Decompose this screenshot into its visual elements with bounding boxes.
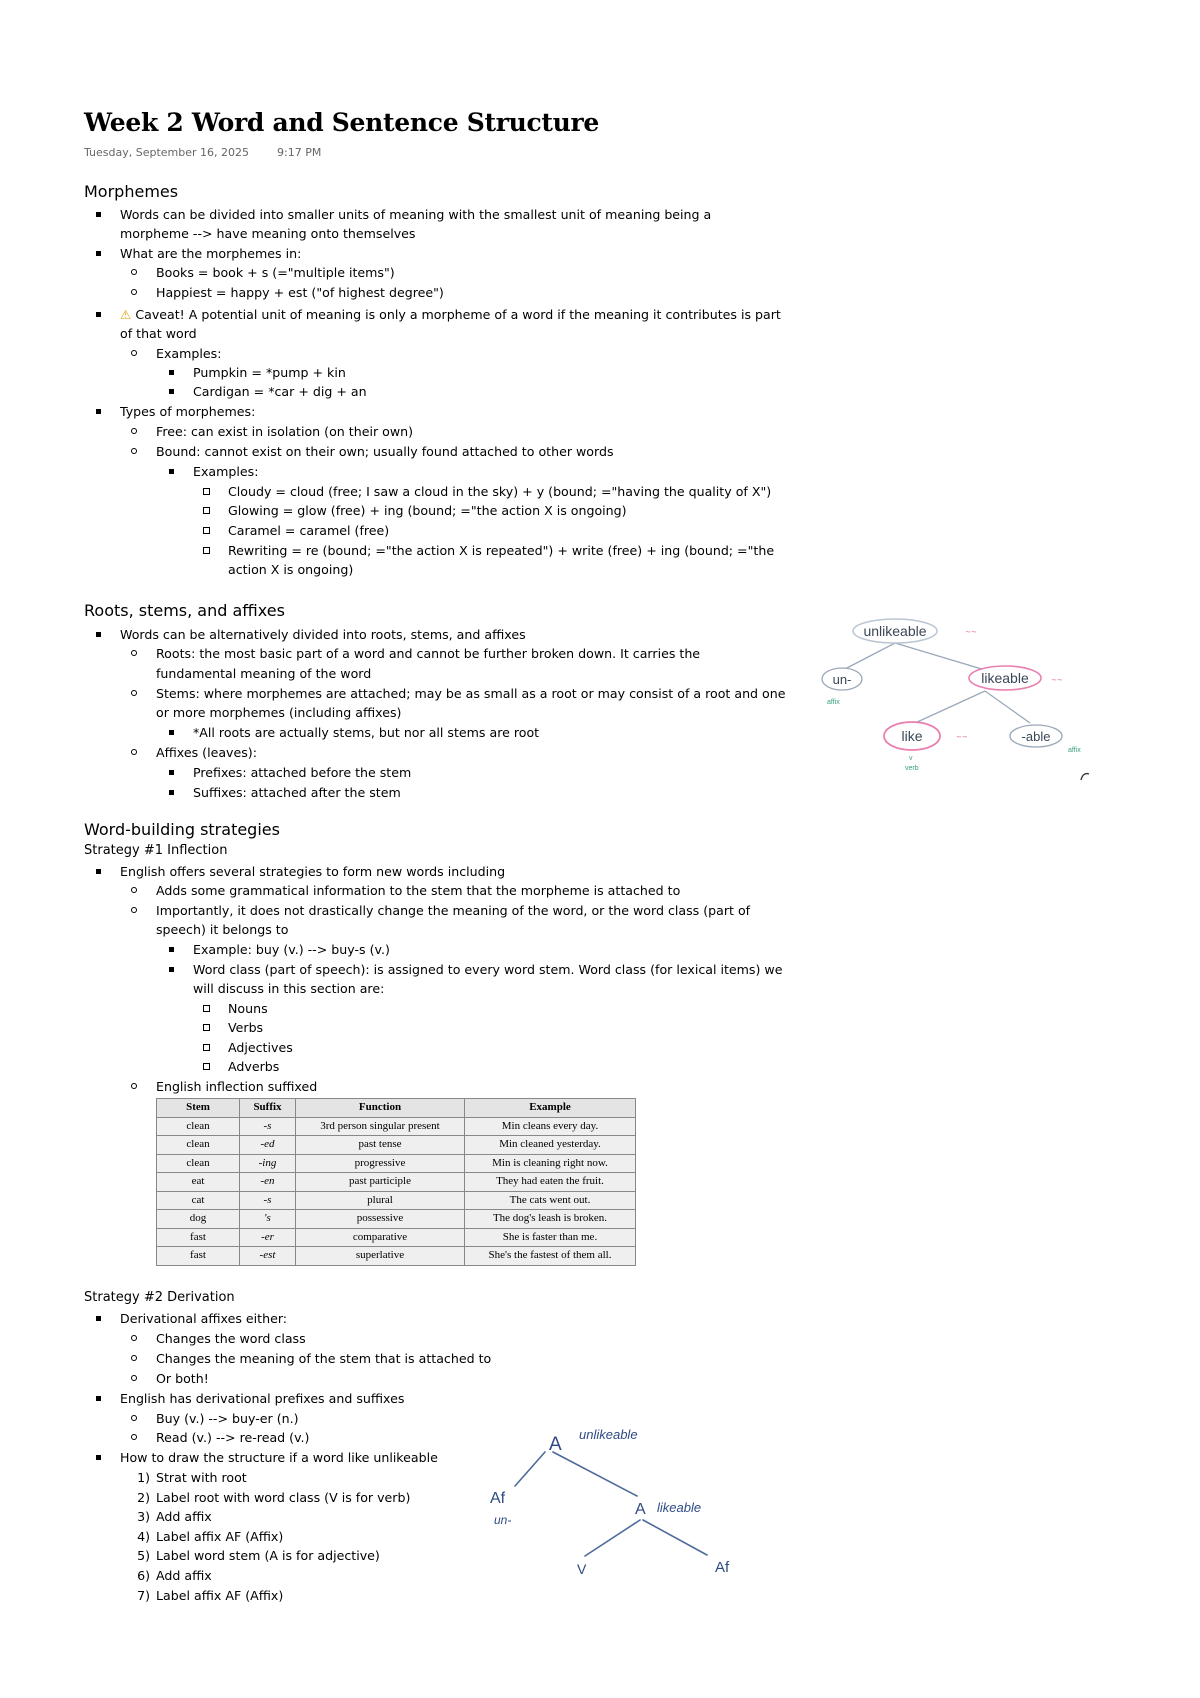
column-header: Function xyxy=(296,1099,465,1118)
numbered-step xyxy=(137,1546,380,1565)
caveat-text: Caveat! A potential unit of meaning is only a morpheme of a word if the meaning it contributes is part xyxy=(135,307,781,322)
table-row xyxy=(157,1191,636,1210)
tree-node-stem: likeable xyxy=(981,670,1029,686)
table-cell: Min is cleaning right now. xyxy=(465,1154,636,1173)
list-item: Cardigan = *car + dig + an xyxy=(193,384,367,399)
section-heading-roots: Roots, stems, and affixes xyxy=(84,601,285,620)
table-cell: 3rd person singular present xyxy=(296,1117,465,1136)
table-cell: dog xyxy=(157,1210,240,1229)
list-item-continued: morpheme --> have meaning onto themselves xyxy=(120,226,416,241)
strategy-1-heading: Strategy #1 Inflection xyxy=(84,843,228,858)
table-cell: past tense xyxy=(296,1136,465,1155)
svg-text:∼∼: ∼∼ xyxy=(1051,677,1063,684)
list-item: Adds some grammatical information to the stem that the morpheme is attached to xyxy=(156,883,681,898)
step-text: Label affix AF (Affix) xyxy=(156,1528,284,1544)
table-cell: possessive xyxy=(296,1210,465,1229)
tree-node-top: unlikeable xyxy=(863,623,927,639)
list-item-continued: fundamental meaning of the word xyxy=(156,666,372,681)
step-number: 7) xyxy=(137,1587,150,1603)
list-item: Or both! xyxy=(156,1371,209,1386)
strategy-2-heading: Strategy #2 Derivation xyxy=(84,1290,235,1305)
list-item: Derivational affixes either: xyxy=(120,1311,288,1326)
list-item: Free: can exist in isolation (on their own) xyxy=(156,424,414,439)
svg-text:∼∼: ∼∼ xyxy=(956,734,968,741)
svg-text:verb: verb xyxy=(905,765,919,772)
list-item: Types of morphemes: xyxy=(120,404,256,419)
list-item: Suffixes: attached after the stem xyxy=(193,785,401,800)
numbered-step xyxy=(137,1527,284,1546)
list-item: Cloudy = cloud (free; I saw a cloud in the sky) + y (bound; ="having the quality of X") xyxy=(228,484,772,499)
list-item: Rewriting = re (bound; ="the action X is repeated") + write (free) + ing (bound; ="the xyxy=(228,543,775,558)
step-text: Add affix xyxy=(156,1568,212,1583)
list-item-continued: or more morphemes (including affixes) xyxy=(156,705,402,720)
svg-text:affix: affix xyxy=(827,699,840,706)
list-item: Affixes (leaves): xyxy=(156,745,257,760)
svg-text:affix: affix xyxy=(1068,747,1081,754)
list-item: Words can be alternatively divided into roots, stems, and affixes xyxy=(120,627,526,642)
list-item: Prefixes: attached before the stem xyxy=(193,765,412,780)
table-cell: The cats went out. xyxy=(465,1191,636,1210)
handwritten-tree-diagram xyxy=(485,1420,765,1590)
list-item: Stems: where morphemes are attached; may be as small as a root or may consist of a root and one xyxy=(156,686,786,701)
column-header: Stem xyxy=(157,1099,240,1118)
table-cell: They had eaten the fruit. xyxy=(465,1173,636,1192)
warning-icon: ⚠ xyxy=(120,307,132,322)
list-item: Read (v.) --> re-read (v.) xyxy=(156,1430,310,1445)
step-number: 6) xyxy=(137,1568,150,1583)
table-cell: cat xyxy=(157,1191,240,1210)
table-row xyxy=(157,1173,636,1192)
section-heading-morphemes: Morphemes xyxy=(84,182,179,201)
morpheme-tree-diagram xyxy=(815,610,1095,785)
numbered-step xyxy=(137,1468,247,1487)
step-text: Add affix xyxy=(156,1509,212,1525)
table-cell: 's xyxy=(240,1210,296,1229)
table-cell: clean xyxy=(157,1154,240,1173)
list-item: Caramel = caramel (free) xyxy=(228,523,390,538)
step-text: Strat with root xyxy=(156,1470,247,1485)
numbered-step xyxy=(137,1566,212,1585)
table-cell: superlative xyxy=(296,1247,465,1266)
list-item: Happiest = happy + est ("of highest degree") xyxy=(156,285,444,300)
list-item: What are the morphemes in: xyxy=(120,246,302,261)
table-cell: eat xyxy=(157,1173,240,1192)
hand-tree-top-label: A xyxy=(549,1434,562,1455)
step-number: 1) xyxy=(137,1470,150,1485)
list-item: Books = book + s (="multiple items") xyxy=(156,265,395,280)
numbered-step xyxy=(137,1488,411,1507)
list-item: Roots: the most basic part of a word and cannot be further broken down. It carries the xyxy=(156,646,701,661)
table-cell: past participle xyxy=(296,1173,465,1192)
hand-tree-mid-label: A xyxy=(635,1501,646,1518)
list-item: Words can be divided into smaller units of meaning with the smallest unit of meaning being a xyxy=(120,207,712,222)
table-row xyxy=(157,1136,636,1155)
table-cell: -ed xyxy=(240,1136,296,1155)
table-row xyxy=(157,1210,636,1229)
hand-tree-left-word: un- xyxy=(494,1513,512,1527)
table-cell: plural xyxy=(296,1191,465,1210)
list-item: Pumpkin = *pump + kin xyxy=(193,365,346,380)
list-item: Importantly, it does not drastically change the meaning of the word, or the word class (part of xyxy=(156,903,751,918)
step-text: Label affix AF (Affix) xyxy=(156,1587,284,1603)
table-row xyxy=(157,1154,636,1173)
table-cell: -ing xyxy=(240,1154,296,1173)
list-item: Glowing = glow (free) + ing (bound; ="the action X is ongoing) xyxy=(228,503,627,518)
hand-tree-mid-word: likeable xyxy=(657,1500,702,1515)
hand-tree-leaf2-label: Af xyxy=(715,1559,730,1576)
table-cell: clean xyxy=(157,1136,240,1155)
column-header: Suffix xyxy=(240,1099,296,1118)
step-number: 2) xyxy=(137,1489,150,1505)
page-time: 9:17 PM xyxy=(277,146,322,159)
table-cell: comparative xyxy=(296,1228,465,1247)
list-item: Examples: xyxy=(156,346,222,361)
table-cell: -en xyxy=(240,1173,296,1192)
table-cell: Min cleans every day. xyxy=(465,1117,636,1136)
list-item: English offers several strategies to form new words including xyxy=(120,864,506,879)
step-number: 5) xyxy=(137,1548,150,1564)
numbered-step xyxy=(137,1507,212,1526)
list-item: English has derivational prefixes and suffixes xyxy=(120,1391,405,1406)
list-item: How to draw the structure if a word like unlikeable xyxy=(120,1450,438,1465)
list-item: English inflection suffixed xyxy=(156,1079,318,1094)
list-item-continued: of that word xyxy=(120,326,197,341)
table-header-row xyxy=(157,1099,636,1118)
step-text: Label root with word class (V is for verb) xyxy=(156,1489,411,1505)
tree-node-root: like xyxy=(901,728,923,744)
hand-tree-leaf1-label: V xyxy=(577,1561,587,1577)
step-number: 3) xyxy=(137,1509,150,1525)
table-cell: progressive xyxy=(296,1154,465,1173)
column-header: Example xyxy=(465,1099,636,1118)
section-heading-strategies: Word-building strategies xyxy=(84,820,280,839)
numbered-step xyxy=(137,1586,284,1605)
list-item: Adjectives xyxy=(228,1040,293,1055)
inflection-table xyxy=(156,1098,636,1266)
table-cell: The dog's leash is broken. xyxy=(465,1210,636,1229)
page-title: Week 2 Word and Sentence Structure xyxy=(84,108,599,137)
table-cell: fast xyxy=(157,1228,240,1247)
list-item: Adverbs xyxy=(228,1059,280,1074)
step-number: 4) xyxy=(137,1528,150,1544)
table-cell: clean xyxy=(157,1117,240,1136)
svg-text:∼∼: ∼∼ xyxy=(965,629,977,636)
list-item: Changes the meaning of the stem that is attached to xyxy=(156,1351,492,1366)
table-row xyxy=(157,1117,636,1136)
list-item: Examples: xyxy=(193,464,259,479)
table-row xyxy=(157,1247,636,1266)
list-item: Changes the word class xyxy=(156,1331,306,1346)
table-cell: -er xyxy=(240,1228,296,1247)
list-item: Verbs xyxy=(228,1020,264,1035)
table-cell: She is faster than me. xyxy=(465,1228,636,1247)
list-item: Word class (part of speech): is assigned to every word stem. Word class (for lexical items) we xyxy=(193,962,783,977)
list-item: *All roots are actually stems, but nor all stems are root xyxy=(193,725,540,740)
page-date: Tuesday, September 16, 2025 xyxy=(84,146,250,159)
hand-tree-top-word: unlikeable xyxy=(579,1427,638,1442)
table-cell: -s xyxy=(240,1191,296,1210)
list-item-continued: speech) it belongs to xyxy=(156,922,289,937)
tree-node-prefix: un- xyxy=(832,672,852,687)
hand-tree-left-label: Af xyxy=(490,1490,506,1507)
list-item xyxy=(120,305,781,324)
table-row xyxy=(157,1228,636,1247)
table-cell: -s xyxy=(240,1117,296,1136)
tree-node-suffix: -able xyxy=(1021,729,1051,744)
step-text: Label word stem (A is for adjective) xyxy=(156,1548,380,1564)
list-item: Bound: cannot exist on their own; usually found attached to other words xyxy=(156,444,614,459)
table-cell: -est xyxy=(240,1247,296,1266)
list-item-continued: will discuss in this section are: xyxy=(193,981,385,996)
table-cell: She's the fastest of them all. xyxy=(465,1247,636,1266)
list-item: Buy (v.) --> buy-er (n.) xyxy=(156,1411,299,1426)
list-item: Nouns xyxy=(228,1001,268,1016)
table-cell: fast xyxy=(157,1247,240,1266)
svg-text:v: v xyxy=(909,755,913,762)
list-item-continued: action X is ongoing) xyxy=(228,562,354,577)
list-item: Example: buy (v.) --> buy-s (v.) xyxy=(193,942,390,957)
table-cell: Min cleaned yesterday. xyxy=(465,1136,636,1155)
